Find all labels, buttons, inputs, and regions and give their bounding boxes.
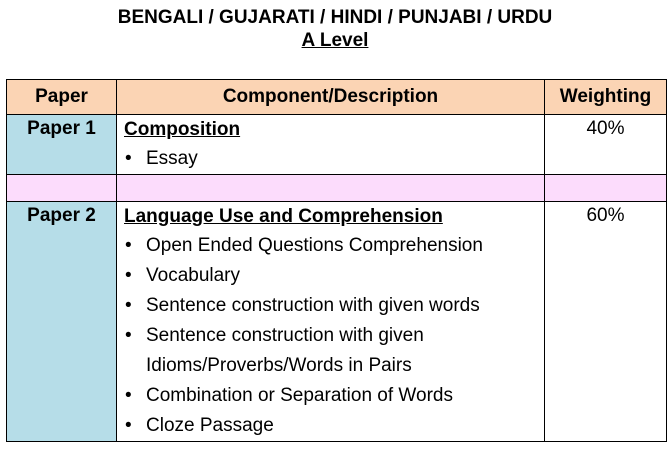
spacer-cell — [117, 175, 545, 202]
list-item: • Vocabulary — [124, 261, 544, 291]
list-item: • Essay — [124, 144, 544, 174]
weighting-cell: 40% — [545, 115, 667, 175]
header-weighting: Weighting — [545, 80, 667, 115]
list-item: • Cloze Passage — [124, 411, 544, 441]
component-list — [124, 231, 544, 441]
list-item: • Sentence construction with given words — [124, 291, 544, 321]
paper-cell: Paper 2 — [7, 202, 117, 442]
table-row — [7, 115, 667, 175]
document-heading — [0, 6, 670, 52]
spacer-cell — [545, 175, 667, 202]
description-cell — [117, 202, 545, 442]
list-item: • Sentence construction with given Idioms/Proverbs/Words in Pairs — [124, 321, 544, 381]
list-item: • Combination or Separation of Words — [124, 381, 544, 411]
header-component: Component/Description — [117, 80, 545, 115]
component-list — [124, 144, 544, 174]
spacer-cell — [7, 175, 117, 202]
table-row — [7, 202, 667, 442]
subject-title: BENGALI / GUJARATI / HINDI / PUNJABI / URDU — [117, 7, 553, 28]
level-title: A Level — [301, 30, 369, 51]
description-cell — [117, 115, 545, 175]
header-row — [7, 80, 667, 115]
component-title: Composition — [124, 119, 241, 140]
list-item: • Open Ended Questions Comprehension — [124, 231, 544, 261]
component-title: Language Use and Comprehension — [124, 206, 443, 227]
weighting-cell: 60% — [545, 202, 667, 442]
header-paper: Paper — [7, 80, 117, 115]
assessment-table — [6, 79, 667, 442]
paper-cell: Paper 1 — [7, 115, 117, 175]
spacer-row — [7, 175, 667, 202]
